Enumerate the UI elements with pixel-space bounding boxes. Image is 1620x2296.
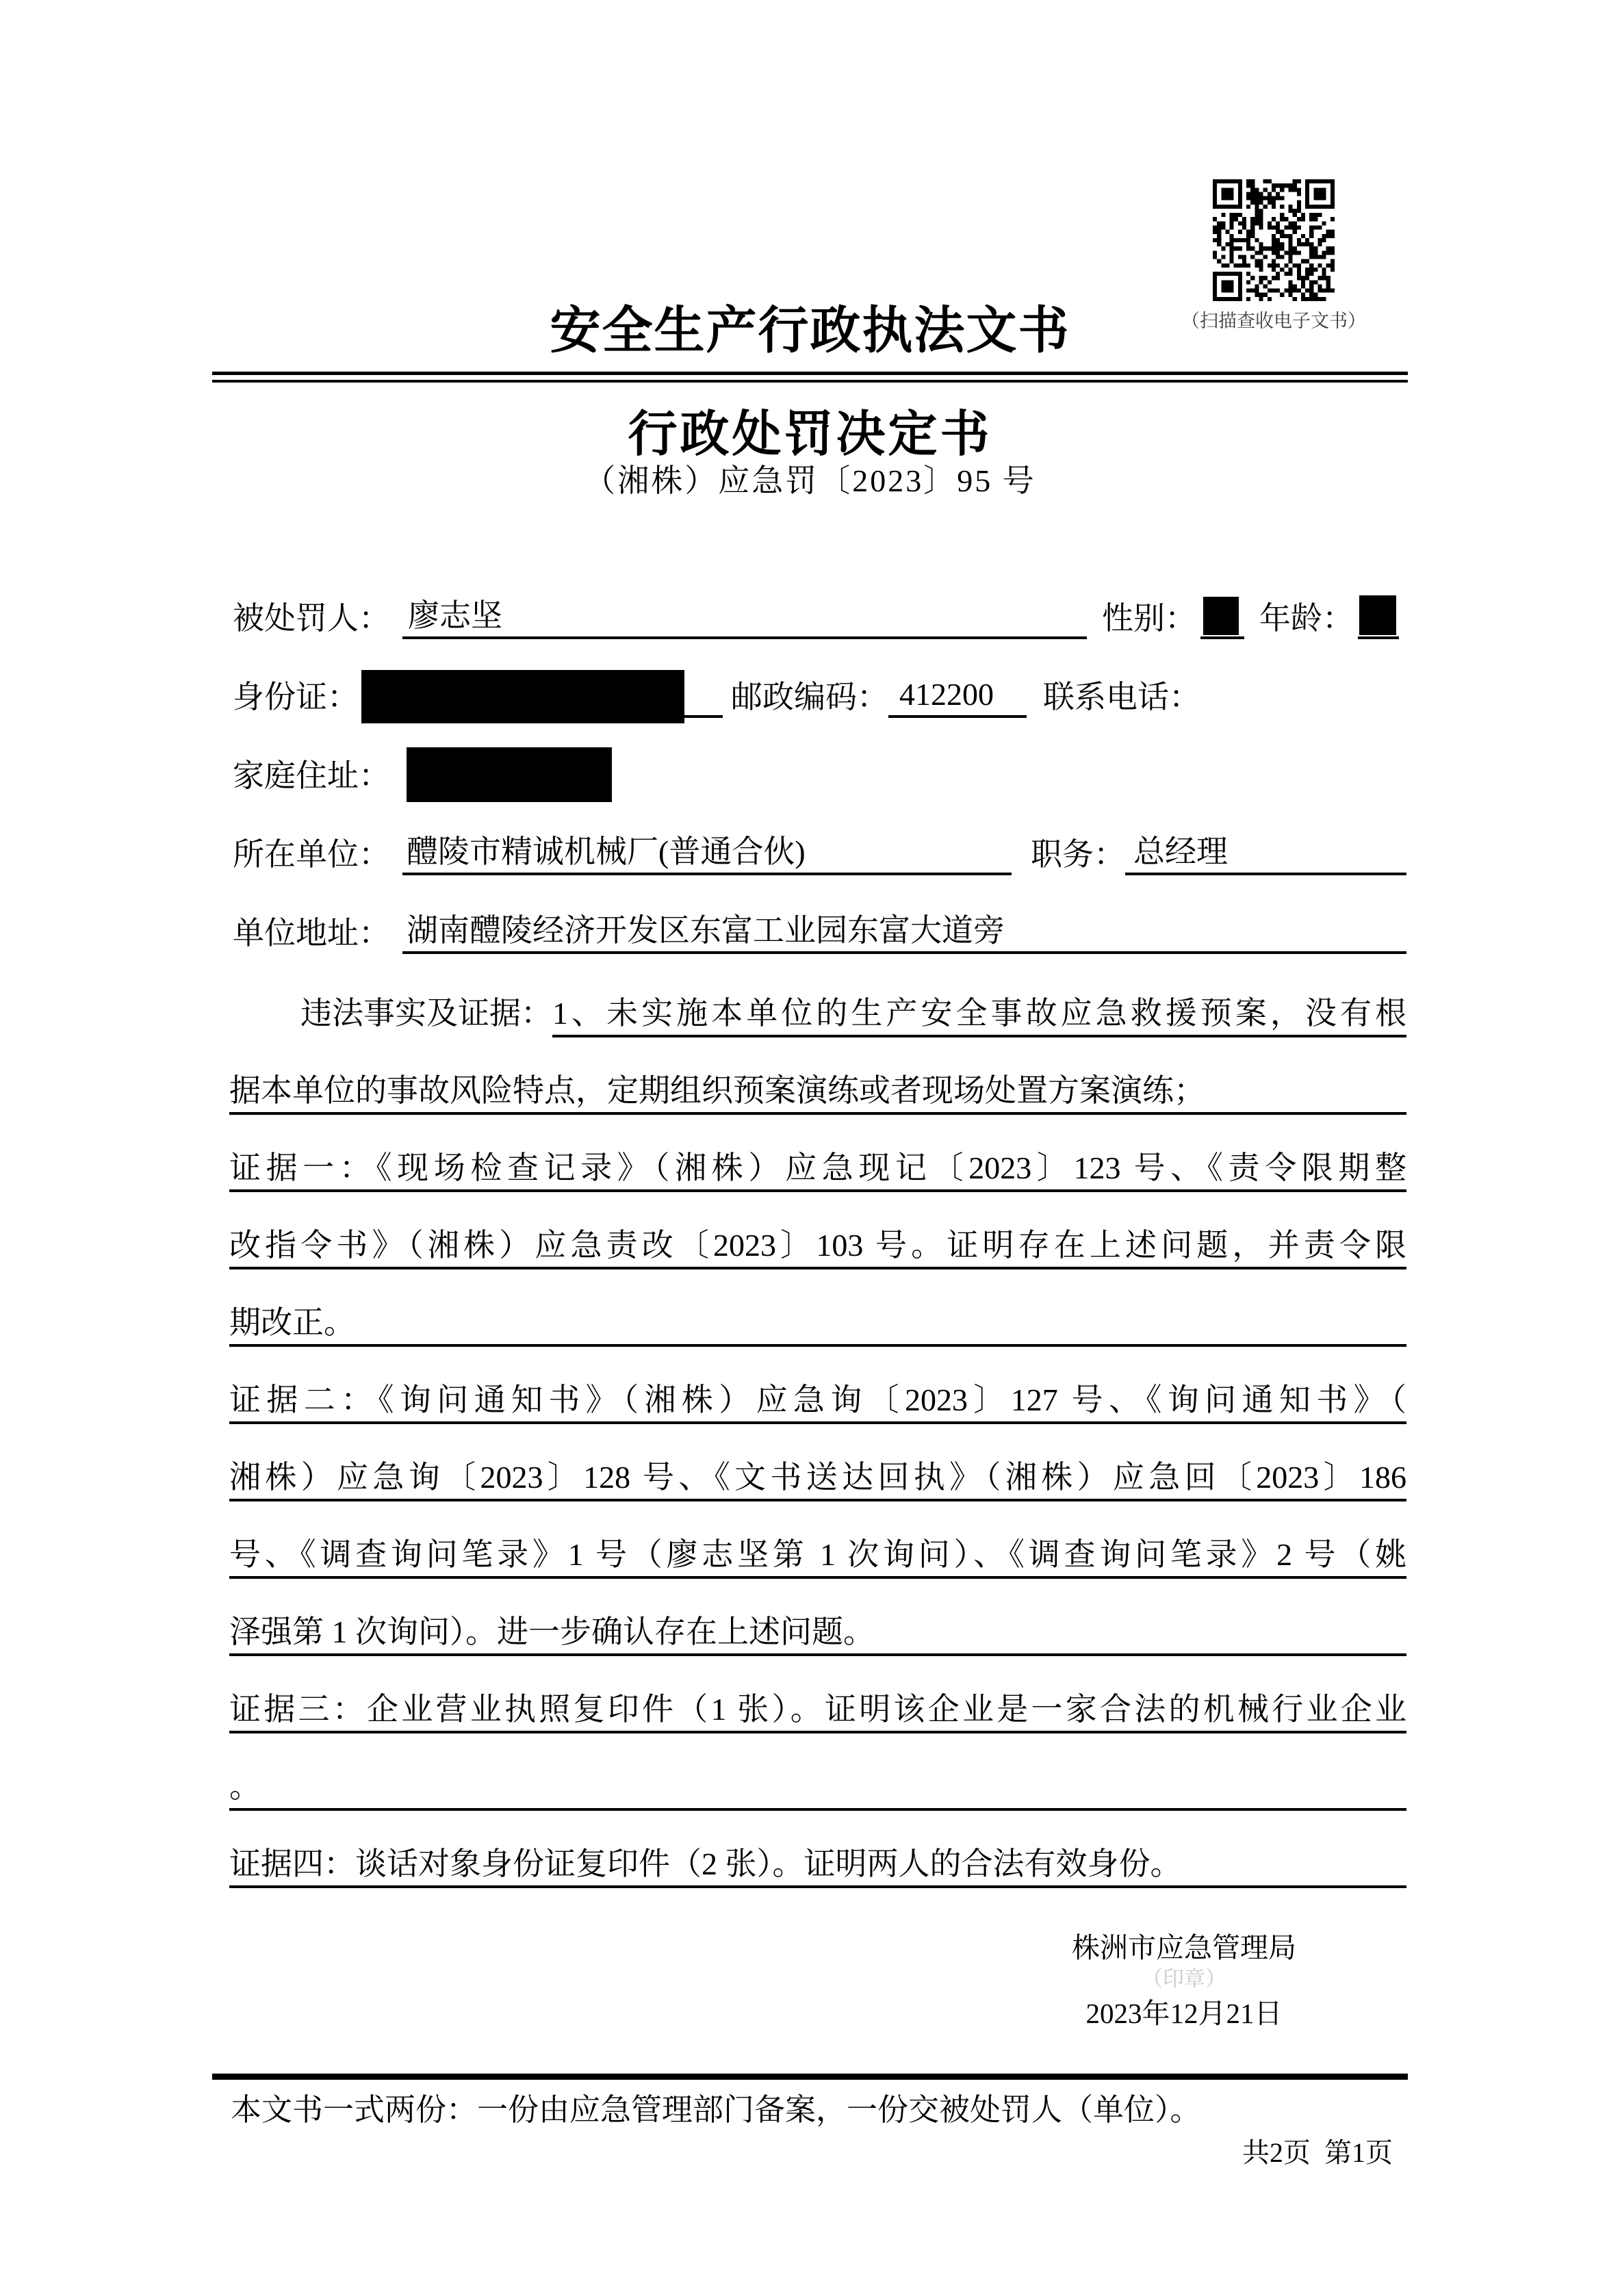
redaction-box <box>361 670 684 723</box>
fact-evidence-label: 违法事实及证据： <box>300 996 552 1031</box>
idcard-redacted-value <box>361 674 723 718</box>
postal-value: 412200 <box>888 674 1027 718</box>
footer-note: 本文书一式两份：一份由应急管理部门备案，一份交被处罚人（单位）。 <box>231 2093 1201 2127</box>
body-line: 证据一：《现场检查记录》（湘株）应急现记〔2023〕123 号、《责令限期整 <box>229 1148 1406 1192</box>
qr-caption: （扫描查收电子文书） <box>1181 311 1366 331</box>
person-label: 被处罚人： <box>233 601 390 636</box>
position-label: 职务： <box>1031 837 1125 872</box>
body-line: 。 <box>229 1767 1406 1811</box>
qr-code-svg <box>1213 179 1335 301</box>
body-line: 证据三：企业营业执照复印件（1 张）。证明该企业是一家合法的机械行业企业 <box>229 1690 1406 1733</box>
postal-label: 邮政编码： <box>731 680 888 714</box>
form-row-person <box>233 595 1406 639</box>
body-line: 期改正。 <box>229 1303 1406 1347</box>
age-redacted-value <box>1358 595 1399 639</box>
body-line: 号、《调查询问笔录》1 号（廖志坚第 1 次询问）、《调查询问笔录》2 号（姚 <box>229 1535 1406 1579</box>
body-line: 改指令书》（湘株）应急责改〔2023〕103 号。证明存在上述问题，并责令限 <box>229 1226 1406 1269</box>
company-address-label: 单位地址： <box>233 916 390 951</box>
redaction-box <box>1359 595 1396 635</box>
doc-number: （湘株）应急罚〔2023〕95 号 <box>584 463 1036 498</box>
gender-redacted-value <box>1200 595 1244 639</box>
body-line: 证据四：谈话对象身份证复印件（2 张）。证明两人的合法有效身份。 <box>229 1844 1406 1888</box>
redaction-box <box>407 747 612 802</box>
header-divider <box>212 372 1408 383</box>
body-line: 据本单位的事故风险特点，定期组织预案演练或者现场处置方案演练； <box>229 1071 1406 1115</box>
body-line: 1、未实施本单位的生产安全事故应急救援预案，没有根 <box>552 994 1406 1037</box>
category-title: 安全生产行政执法文书 <box>550 303 1070 359</box>
footer-divider <box>212 2074 1408 2080</box>
agency-name: 株洲市应急管理局 <box>1072 1932 1296 1963</box>
company-address-value: 湖南醴陵经济开发区东富工业园东富大道旁 <box>402 910 1406 954</box>
qr-code-icon <box>1213 179 1335 301</box>
company-label: 所在单位： <box>233 837 390 872</box>
form-row-company <box>233 831 1406 875</box>
signature-block <box>1013 1930 1355 2031</box>
form-row-idcard <box>233 674 1406 718</box>
idcard-label: 身份证： <box>233 680 359 714</box>
paragraph-indent <box>229 994 300 1037</box>
gender-label: 性别： <box>1102 601 1196 636</box>
fact-evidence-line <box>229 994 1406 1037</box>
age-label: 年龄： <box>1259 601 1354 636</box>
signature-date: 2023年12月21日 <box>1085 1998 1283 2029</box>
home-address-label: 家庭住址： <box>233 758 390 793</box>
company-value: 醴陵市精诚机械厂(普通合伙) <box>402 831 1012 875</box>
body-line: 湘株）应急询〔2023〕128 号、《文书送达回执》（湘株）应急回〔2023〕186 <box>229 1458 1406 1501</box>
body-line: 泽强第 1 次询问）。进一步确认存在上述问题。 <box>229 1612 1406 1656</box>
body-line: 证据二：《询问通知书》（湘株）应急询〔2023〕127 号、《询问通知书》（ <box>229 1380 1406 1424</box>
redaction-box <box>1203 597 1239 635</box>
doc-title: 行政处罚决定书 <box>628 407 992 462</box>
position-value: 总经理 <box>1125 831 1406 875</box>
phone-label: 联系电话： <box>1043 680 1200 714</box>
form-row-home-address <box>233 753 1406 797</box>
form-row-company-address <box>233 910 1406 954</box>
seal-hint: （印章） <box>1142 1967 1226 1991</box>
person-value: 廖志坚 <box>402 595 1087 639</box>
page-indicator: 共2页 第1页 <box>1242 2137 1393 2168</box>
